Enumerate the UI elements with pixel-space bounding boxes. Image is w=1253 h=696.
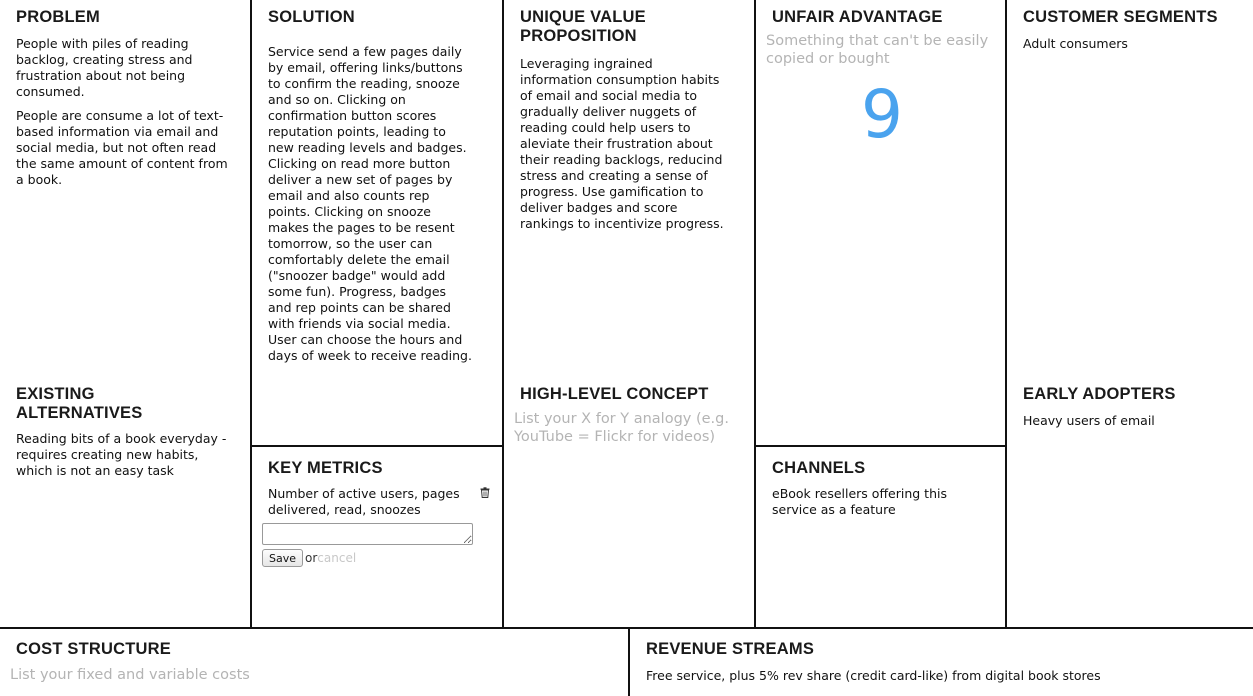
problem-text	[16, 36, 236, 188]
cost-structure-block[interactable]	[10, 640, 620, 692]
uvp-title: UNIQUE VALUE PROPOSITION	[520, 8, 646, 45]
divider-v2	[502, 0, 504, 628]
early-adopters-block[interactable]	[1023, 385, 1248, 620]
existing-alternatives-block[interactable]	[16, 385, 236, 615]
early-adopters-title: EARLY ADOPTERS	[1023, 385, 1176, 403]
customer-segments-title: CUSTOMER SEGMENTS	[1023, 8, 1218, 26]
unfair-advantage-block[interactable]	[766, 8, 998, 438]
solution-text: Service send a few pages daily by email, offering links/buttons to confirm the reading, snooze and so on. Clicking on confirmation button scores reputation points, leading to new reading levels and badges. Clicking on read more button deliver a new set of pages by email and also counts rep points. Clicking on snooze makes the pages to be resent tomorrow, so the user can comfortably delete the email ("snoozer badge" would add some fun). Progress, badges and rep points can be shared with friends via social media. User can choose the hours and days of week to receive reading.	[268, 44, 472, 363]
existing-alternatives-title: EXISTING ALTERNATIVES	[16, 385, 143, 422]
channels-text: eBook resellers offering this service as a feature	[772, 486, 947, 517]
channels-block[interactable]	[772, 459, 997, 619]
problem-paragraph: People with piles of reading backlog, creating stress and frustration about not being consumed.	[16, 36, 193, 99]
problem-block[interactable]	[16, 8, 236, 368]
revenue-streams-block[interactable]	[646, 640, 1246, 692]
high-level-concept-title: HIGH-LEVEL CONCEPT	[520, 385, 709, 403]
customer-segments-text: Adult consumers	[1023, 36, 1128, 51]
trash-icon[interactable]	[480, 487, 490, 501]
divider-h-solution	[250, 445, 504, 447]
high-level-concept-block[interactable]	[514, 385, 746, 620]
channels-title: CHANNELS	[772, 459, 866, 477]
divider-v1	[250, 0, 252, 628]
problem-paragraph: People are consume a lot of text-based information via email and social media, but not often read the same amount of content from a book.	[16, 108, 228, 187]
problem-title: PROBLEM	[16, 8, 100, 26]
cancel-link[interactable]: cancel	[317, 551, 357, 565]
divider-h-advantage	[754, 445, 1007, 447]
cost-structure-placeholder: List your fixed and variable costs	[10, 667, 250, 683]
solution-title: SOLUTION	[268, 8, 355, 26]
cost-structure-title: COST STRUCTURE	[16, 640, 171, 658]
metric-item-text: Number of active users, pages delivered, read, snoozes	[268, 486, 460, 517]
early-adopters-text: Heavy users of email	[1023, 413, 1155, 428]
divider-h-bottom	[0, 627, 1253, 629]
metric-form-actions	[262, 549, 497, 567]
customer-segments-block[interactable]	[1023, 8, 1248, 368]
uvp-block[interactable]	[520, 8, 725, 368]
or-label: or	[305, 551, 318, 565]
divider-v5	[628, 628, 630, 696]
divider-v4	[1005, 0, 1007, 628]
metric-item	[268, 486, 490, 518]
uvp-text: Leveraging ingrained information consumption habits of email and social media to gradually deliver nuggets of reading could help users to aleviate their frustration about their reading backlogs, reducind stress and creating a sense of progress. Use gamification to deliver badges and score rankings to incentivize progress.	[520, 56, 724, 231]
key-metrics-block[interactable]	[262, 459, 497, 619]
unfair-advantage-title: UNFAIR ADVANTAGE	[772, 8, 943, 26]
save-button[interactable]: Save	[262, 549, 303, 567]
revenue-streams-title: REVENUE STREAMS	[646, 640, 815, 658]
revenue-streams-text: Free service, plus 5% rev share (credit card-like) from digital book stores	[646, 668, 1101, 683]
unfair-advantage-placeholder: Something that can't be easily copied or bought	[766, 33, 989, 67]
existing-alternatives-text: Reading bits of a book everyday - requires creating new habits, which is not an easy task	[16, 431, 227, 478]
key-metrics-title: KEY METRICS	[268, 459, 383, 477]
big-number: 9	[861, 76, 903, 153]
high-level-concept-placeholder: List your X for Y analogy (e.g. YouTube = Flickr for videos)	[514, 411, 729, 445]
new-metric-input[interactable]	[262, 523, 473, 545]
divider-v3	[754, 0, 756, 628]
solution-block[interactable]	[268, 8, 473, 438]
